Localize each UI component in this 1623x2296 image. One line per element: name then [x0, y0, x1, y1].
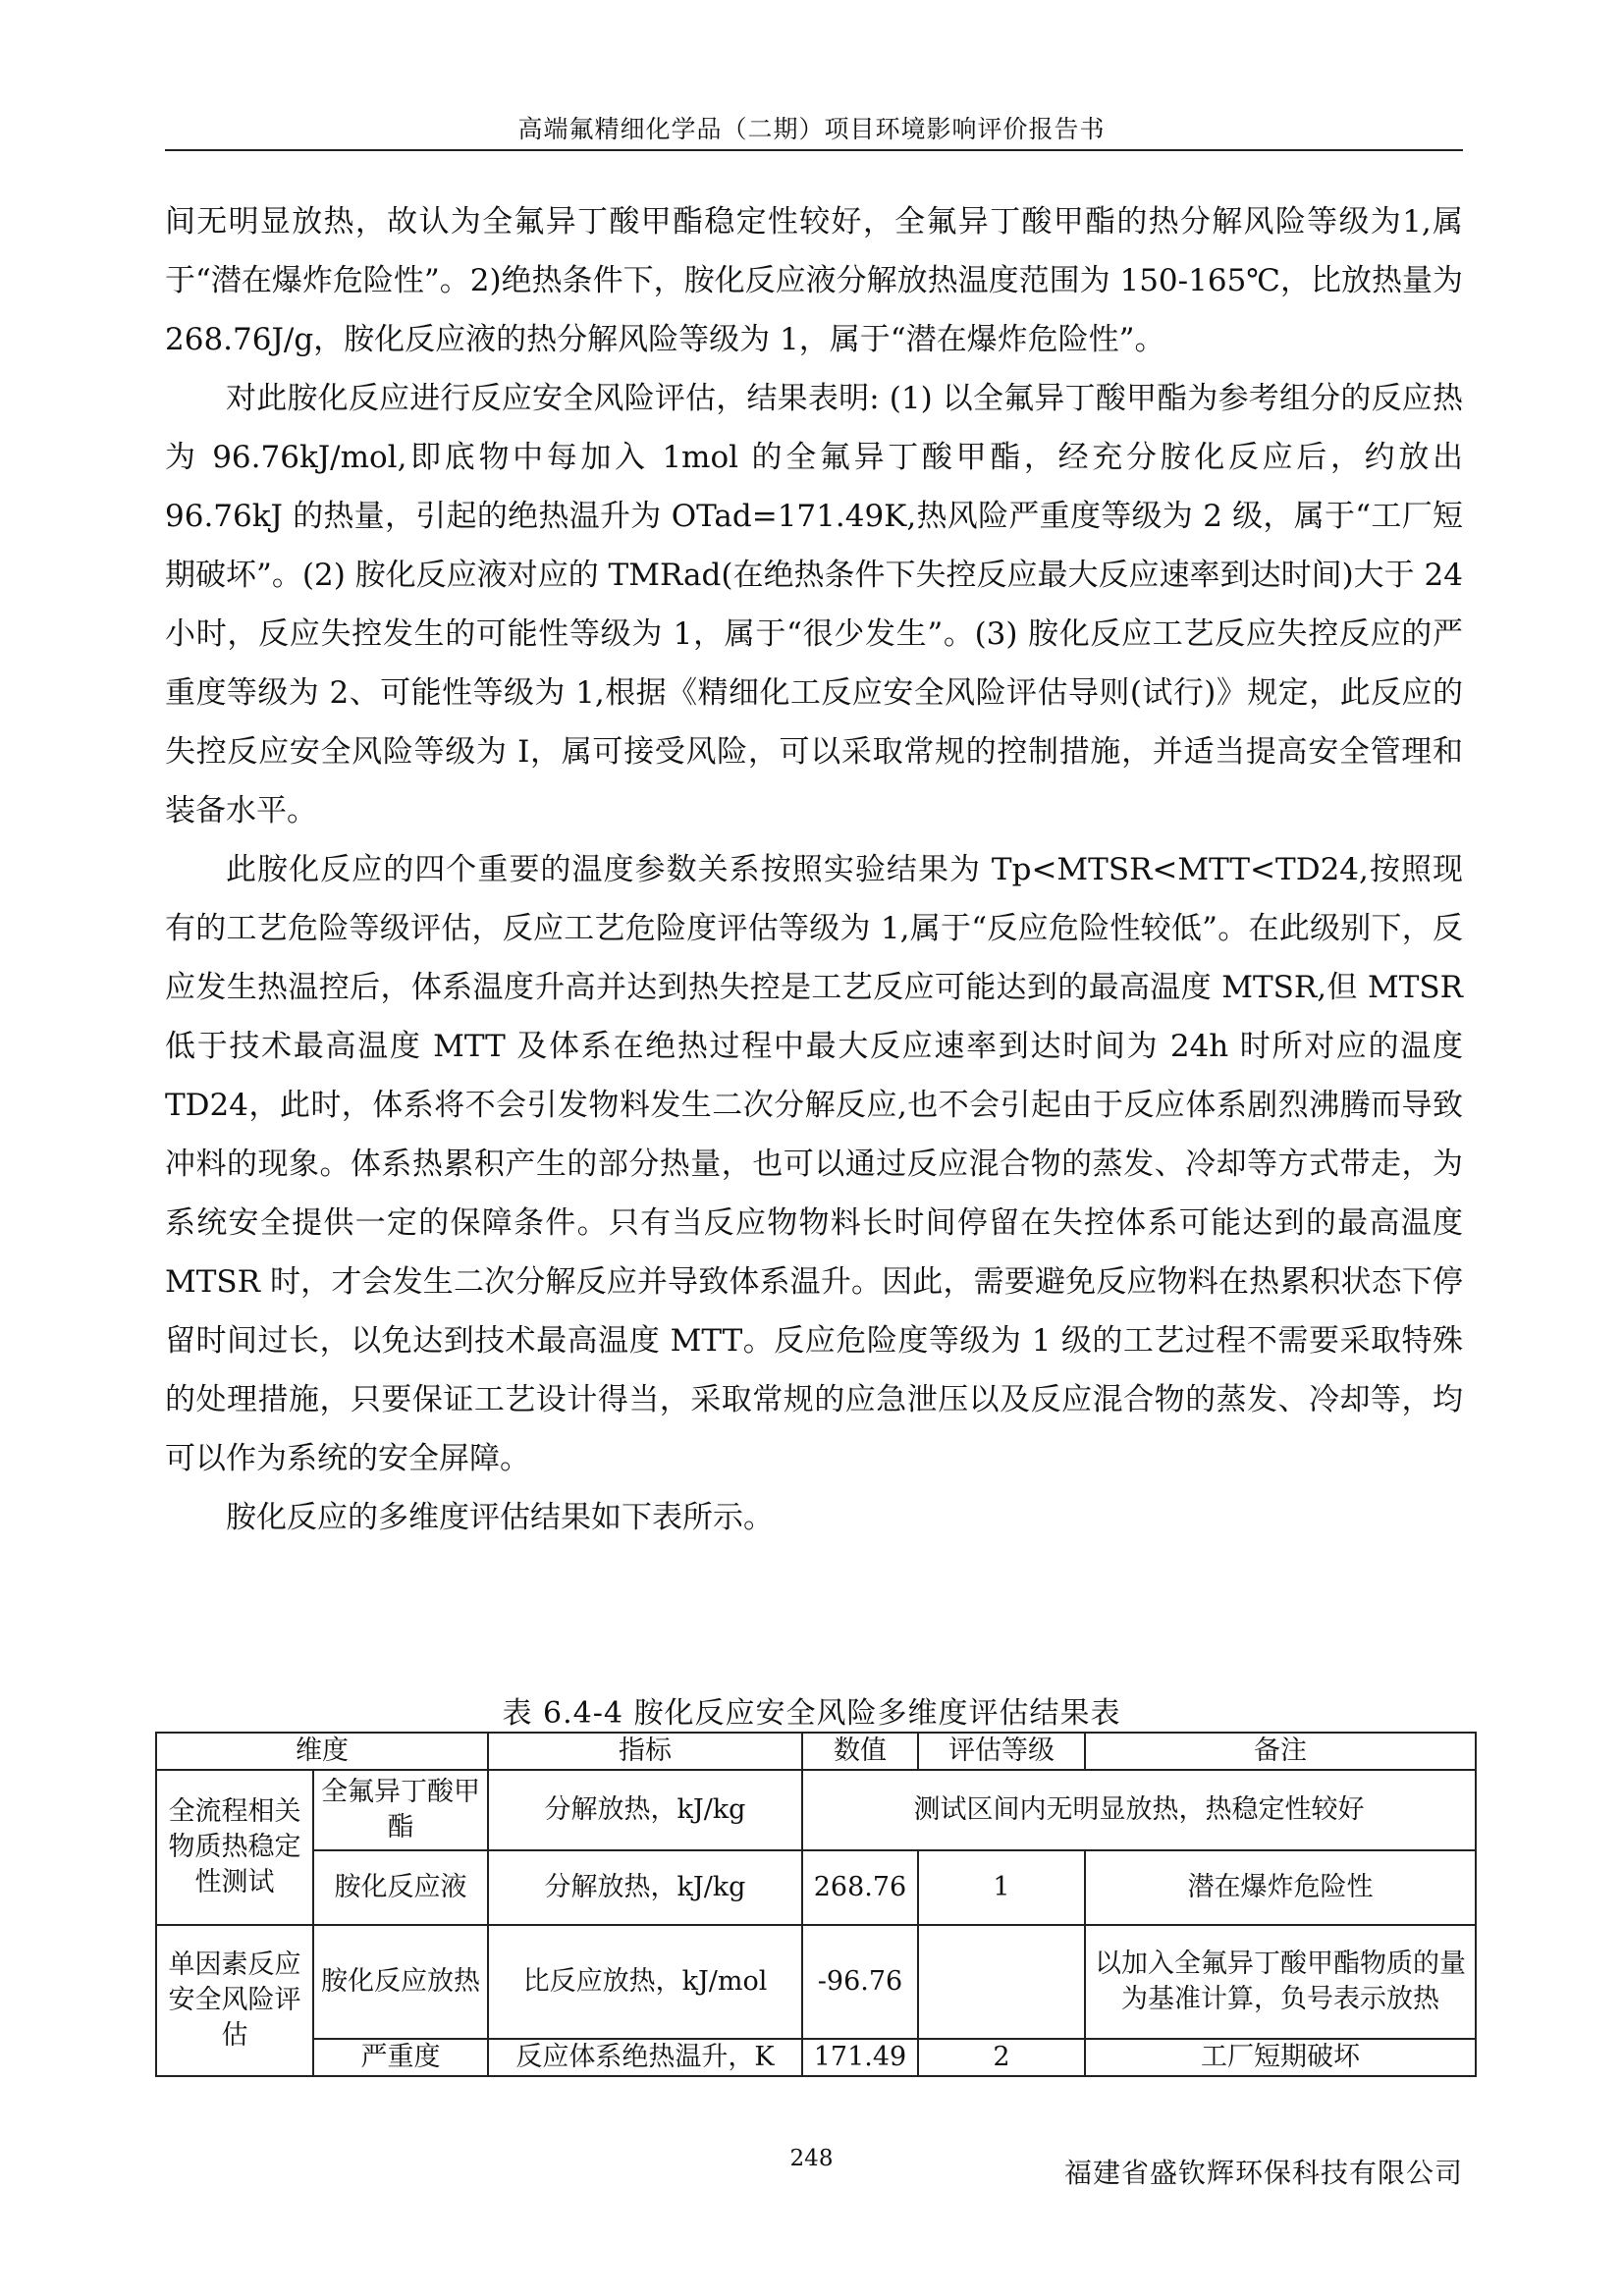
table-row [156, 1770, 1476, 1850]
sub-dimension: 全氟异丁酸甲酯 [313, 1770, 488, 1850]
value-cell: 171.49 [802, 2039, 918, 2076]
header-dimension: 维度 [156, 1733, 488, 1770]
header-note: 备注 [1085, 1733, 1476, 1770]
table-row [156, 1925, 1476, 2039]
page-number: 248 [789, 2146, 834, 2171]
grade-cell: 1 [918, 1850, 1085, 1925]
table-row [156, 1850, 1476, 1925]
note-cell: 以加入全氟异丁酸甲酯物质的量为基准计算，负号表示放热 [1085, 1925, 1476, 2039]
table-row [156, 2039, 1476, 2076]
paragraph-4: 胺化反应的多维度评估结果如下表所示。 [226, 1500, 774, 1535]
note-cell: 工厂短期破坏 [1085, 2039, 1476, 2076]
sub-dimension: 胺化反应液 [313, 1850, 488, 1925]
header-title: 高端氟精细化学品（二期）项目环境影响评价报告书 [517, 115, 1106, 143]
header-value: 数值 [802, 1733, 918, 1770]
merged-note-cell: 测试区间内无明显放热，热稳定性较好 [802, 1770, 1476, 1850]
value-cell: 268.76 [802, 1850, 918, 1925]
paragraph-3: 此胺化反应的四个重要的温度参数关系按照实验结果为 Tp<MTSR<MTT<TD24,按照现有的工艺危险等级评估，反应工艺危险度评估等级为 1,属于“反应危险性较低”。在此级别下，反应发生热温控后，体系温度升高并达到热失控是工艺反应可能达到的最高温度 MTSR,但 MTSR 低于技术最高温度 MTT 及体系在绝热过程中最大反应速率到达时间为 24h 时所对应的温度 TD24，此时，体系将不会引发物料发生二次分解反应,也不会引起由于反应体系剧烈沸腾而导致冲料的现象。体系热累积产生的部分热量，也可以通过反应混合物的蒸发、冷却等方式带走，为系统安全提供一定的保障条件。只有当反应物物料长时间停留在失控体系可能达到的最高温度 MTSR 时，才会发生二次分解反应并导致体系温升。因此，需要避免反应物料在热累积状态下停留时间过长，以免达到技术最高温度 MTT。反应危险度等级为 1 级的工艺过程不需要采取特殊的处理措施，只要保证工艺设计得当，采取常规的应急泄压以及反应混合物的蒸发、冷却等，均可以作为系统的安全屏障。 [165, 852, 1463, 1476]
paragraph-2: 对此胺化反应进行反应安全风险评估，结果表明: (1) 以全氟异丁酸甲酯为参考组分的反应热为 96.76kJ/mol,即底物中每加入 1mol 的全氟异丁酸甲酯，经充分胺化反应后，约放出 96.76kJ 的热量，引起的绝热温升为 OTad=171.49K,热风险严重度等级为 2 级，属于“工厂短期破坏”。(2) 胺化反应液对应的 TMRad(在绝热条件下失控反应最大反应速率到达时间)大于 24 小时，反应失控发生的可能性等级为 1，属于“很少发生”。(3) 胺化反应工艺反应失控反应的严重度等级为 2、可能性等级为 1,根据《精细化工反应安全风险评估导则(试行)》规定，此反应的失控反应安全风险等级为 I，属可接受风险，可以采取常规的控制措施，并适当提高安全管理和装备水平。 [165, 381, 1463, 828]
table-caption: 表 6.4-4 胺化反应安全风险多维度评估结果表 [502, 1696, 1121, 1731]
assessment-table [155, 1732, 1477, 2077]
indicator-cell: 反应体系绝热温升，K [488, 2039, 802, 2076]
footer-company: 福建省盛钦辉环保科技有限公司 [1063, 2157, 1463, 2189]
group-label: 全流程相关物质热稳定性测试 [156, 1770, 313, 1925]
header-grade: 评估等级 [918, 1733, 1085, 1770]
grade-cell [918, 1925, 1085, 2039]
grade-cell: 2 [918, 2039, 1085, 2076]
header-indicator: 指标 [488, 1733, 802, 1770]
group-label: 单因素反应安全风险评估 [156, 1925, 313, 2076]
paragraph-1: 间无明显放热，故认为全氟异丁酸甲酯稳定性较好，全氟异丁酸甲酯的热分解风险等级为1,属于“潜在爆炸危险性”。2)绝热条件下，胺化反应液分解放热温度范围为 150-165℃，比放热量为 268.76J/g，胺化反应液的热分解风险等级为 1，属于“潜在爆炸危险性”。 [165, 204, 1463, 357]
header-rule [165, 149, 1463, 151]
sub-dimension: 胺化反应放热 [313, 1925, 488, 2039]
indicator-cell: 分解放热，kJ/kg [488, 1770, 802, 1850]
note-cell: 潜在爆炸危险性 [1085, 1850, 1476, 1925]
indicator-cell: 比反应放热，kJ/mol [488, 1925, 802, 2039]
table-header-row [156, 1733, 1476, 1770]
indicator-cell: 分解放热，kJ/kg [488, 1850, 802, 1925]
value-cell: -96.76 [802, 1925, 918, 2039]
body-text [165, 192, 1463, 1547]
sub-dimension: 严重度 [313, 2039, 488, 2076]
